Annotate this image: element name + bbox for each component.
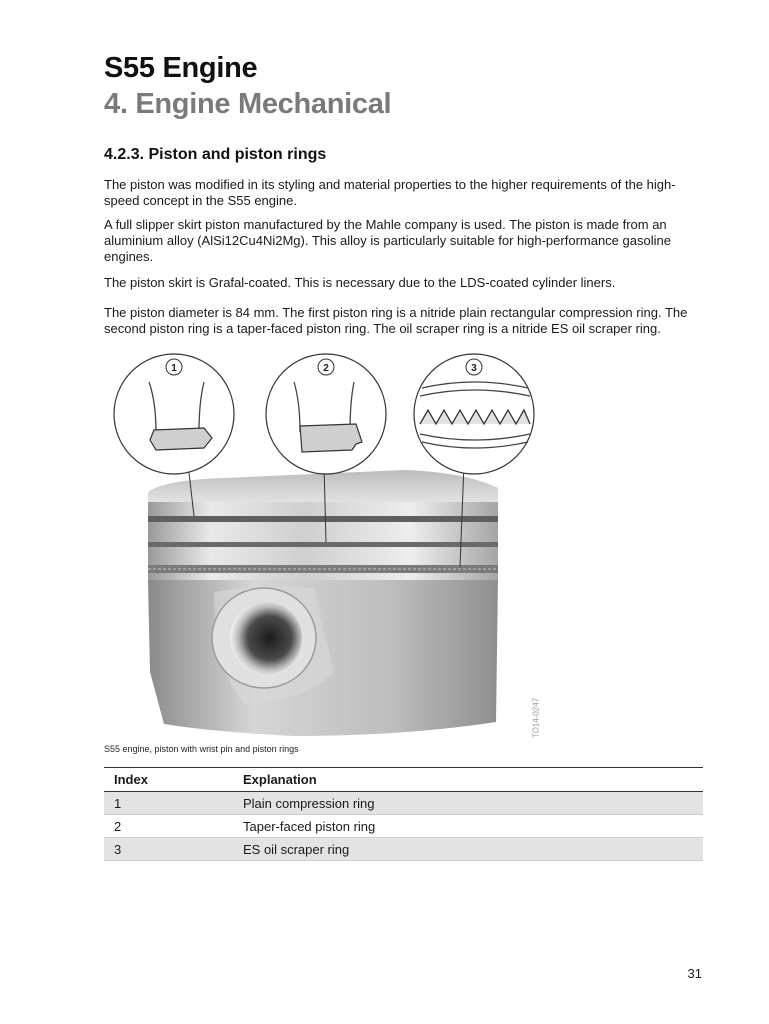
callout-3: 3 bbox=[471, 363, 477, 374]
ring-groove-1 bbox=[148, 516, 498, 522]
row-explanation: Plain compression ring bbox=[233, 792, 703, 815]
table-row bbox=[104, 792, 703, 815]
detail-circle-2 bbox=[266, 354, 386, 474]
figure-caption: S55 engine, piston with wrist pin and piston rings bbox=[104, 744, 299, 754]
row-index: 2 bbox=[104, 815, 233, 838]
piston-crown bbox=[148, 470, 498, 502]
page-number: 31 bbox=[687, 966, 702, 981]
figure-code bbox=[529, 694, 543, 742]
chapter-title: 4. Engine Mechanical bbox=[104, 88, 392, 120]
detail-circle-3 bbox=[414, 354, 534, 474]
piston-illustration bbox=[104, 352, 554, 742]
paragraph-1: The piston was modified in its styling and material properties to the higher requirements of the high-speed concept in the S55 engine. bbox=[104, 177, 676, 208]
index-table bbox=[104, 767, 703, 861]
row-explanation: ES oil scraper ring bbox=[233, 838, 703, 861]
paragraph-3: The piston skirt is Grafal-coated. This is necessary due to the LDS-coated cylinder liners. bbox=[104, 275, 616, 290]
table-row bbox=[104, 838, 703, 861]
callout-1: 1 bbox=[171, 363, 177, 374]
document-title: S55 Engine bbox=[104, 52, 258, 84]
section-heading: 4.2.3. Piston and piston rings bbox=[104, 146, 327, 163]
table-row bbox=[104, 815, 703, 838]
paragraph-2: A full slipper skirt piston manufactured by the Mahle company is used. The piston is made from an aluminium alloy (AlSi12Cu4Ni2Mg). This alloy is particularly suitable for high-performance gasoline engines. bbox=[104, 217, 671, 264]
row-index: 3 bbox=[104, 838, 233, 861]
detail-circle-1 bbox=[114, 354, 234, 474]
paragraph-4: The piston diameter is 84 mm. The first piston ring is a nitride plain rectangular compression ring. The second piston ring is a taper-faced piston ring. The oil scraper ring is a nitride ES oil scraper ring. bbox=[104, 305, 688, 336]
row-index: 1 bbox=[104, 792, 233, 815]
table-header-row bbox=[104, 768, 703, 792]
callout-2: 2 bbox=[323, 363, 329, 374]
ring-groove-2 bbox=[148, 542, 498, 547]
column-header-index: Index bbox=[104, 768, 233, 792]
wrist-pin-bore bbox=[230, 602, 302, 674]
row-explanation: Taper-faced piston ring bbox=[233, 815, 703, 838]
figure-code-text: TO14-0247 bbox=[531, 697, 541, 739]
column-header-explanation: Explanation bbox=[233, 768, 703, 792]
